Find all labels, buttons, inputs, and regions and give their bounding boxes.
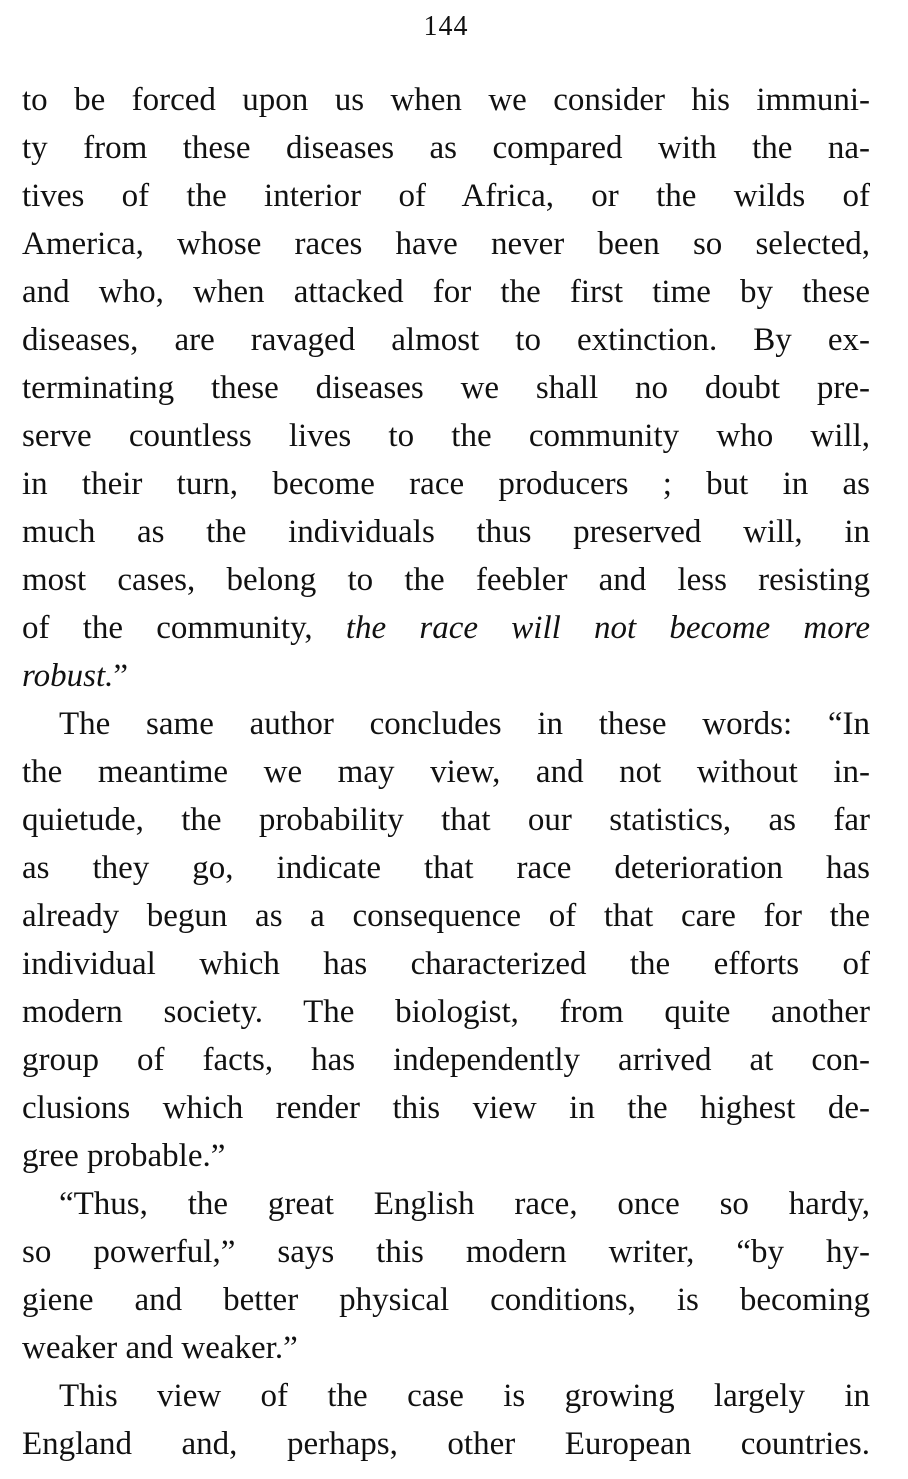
text-line: to be forced upon us when we consider his immuni- [22,82,870,118]
text-line: much as the individuals thus preserved will, in [22,514,870,550]
text-line: giene and better physical conditions, is becoming [22,1282,870,1318]
text-line: most cases, belong to the feebler and less resisting [22,562,870,598]
italic-text: robust. [22,658,114,694]
book-page [22,0,870,1479]
text-line: so powerful,” says this modern writer, “by hy- [22,1234,870,1270]
paragraph-first-line: “Thus, the great English race, once so hardy, [59,1186,870,1222]
text-line: individual which has characterized the efforts of [22,946,870,982]
text-line [22,604,870,652]
text-line: modern society. The biologist, from quite another [22,994,870,1030]
paragraph-first-line: This view of the case is growing largely in [59,1378,870,1414]
text-segment: of the community, [22,610,346,646]
text-line: terminating these diseases we shall no doubt pre- [22,370,870,406]
paragraph-first-line: The same author concludes in these words: “In [59,706,870,742]
text-segment: ” [113,658,129,694]
text-line: ty from these diseases as compared with the na- [22,130,870,166]
text-line: tives of the interior of Africa, or the wilds of [22,178,870,214]
text-line: gree probable.” [22,1138,226,1174]
text-line: diseases, are ravaged almost to extinction. By ex- [22,322,870,358]
page-number: 144 [423,11,469,42]
text-line: weaker and weaker.” [22,1330,298,1366]
text-line [22,652,870,700]
text-line: the meantime we may view, and not without in- [22,754,870,790]
text-line: as they go, indicate that race deterioration has [22,850,870,886]
body-text [22,76,870,1468]
text-line: clusions which render this view in the highest de- [22,1090,870,1126]
italic-text: the race will not become more [345,610,870,646]
text-line: in their turn, become race producers ; but in as [22,466,870,502]
text-line: group of facts, has independently arrived at con- [22,1042,870,1078]
text-line: England and, perhaps, other European countries. [22,1426,870,1462]
text-line: quietude, the probability that our statistics, as far [22,802,870,838]
text-line: America, whose races have never been so selected, [22,226,870,262]
text-line: serve countless lives to the community who will, [22,418,870,454]
text-line: already begun as a consequence of that care for the [22,898,870,934]
text-line: and who, when attacked for the first time by these [22,274,870,310]
